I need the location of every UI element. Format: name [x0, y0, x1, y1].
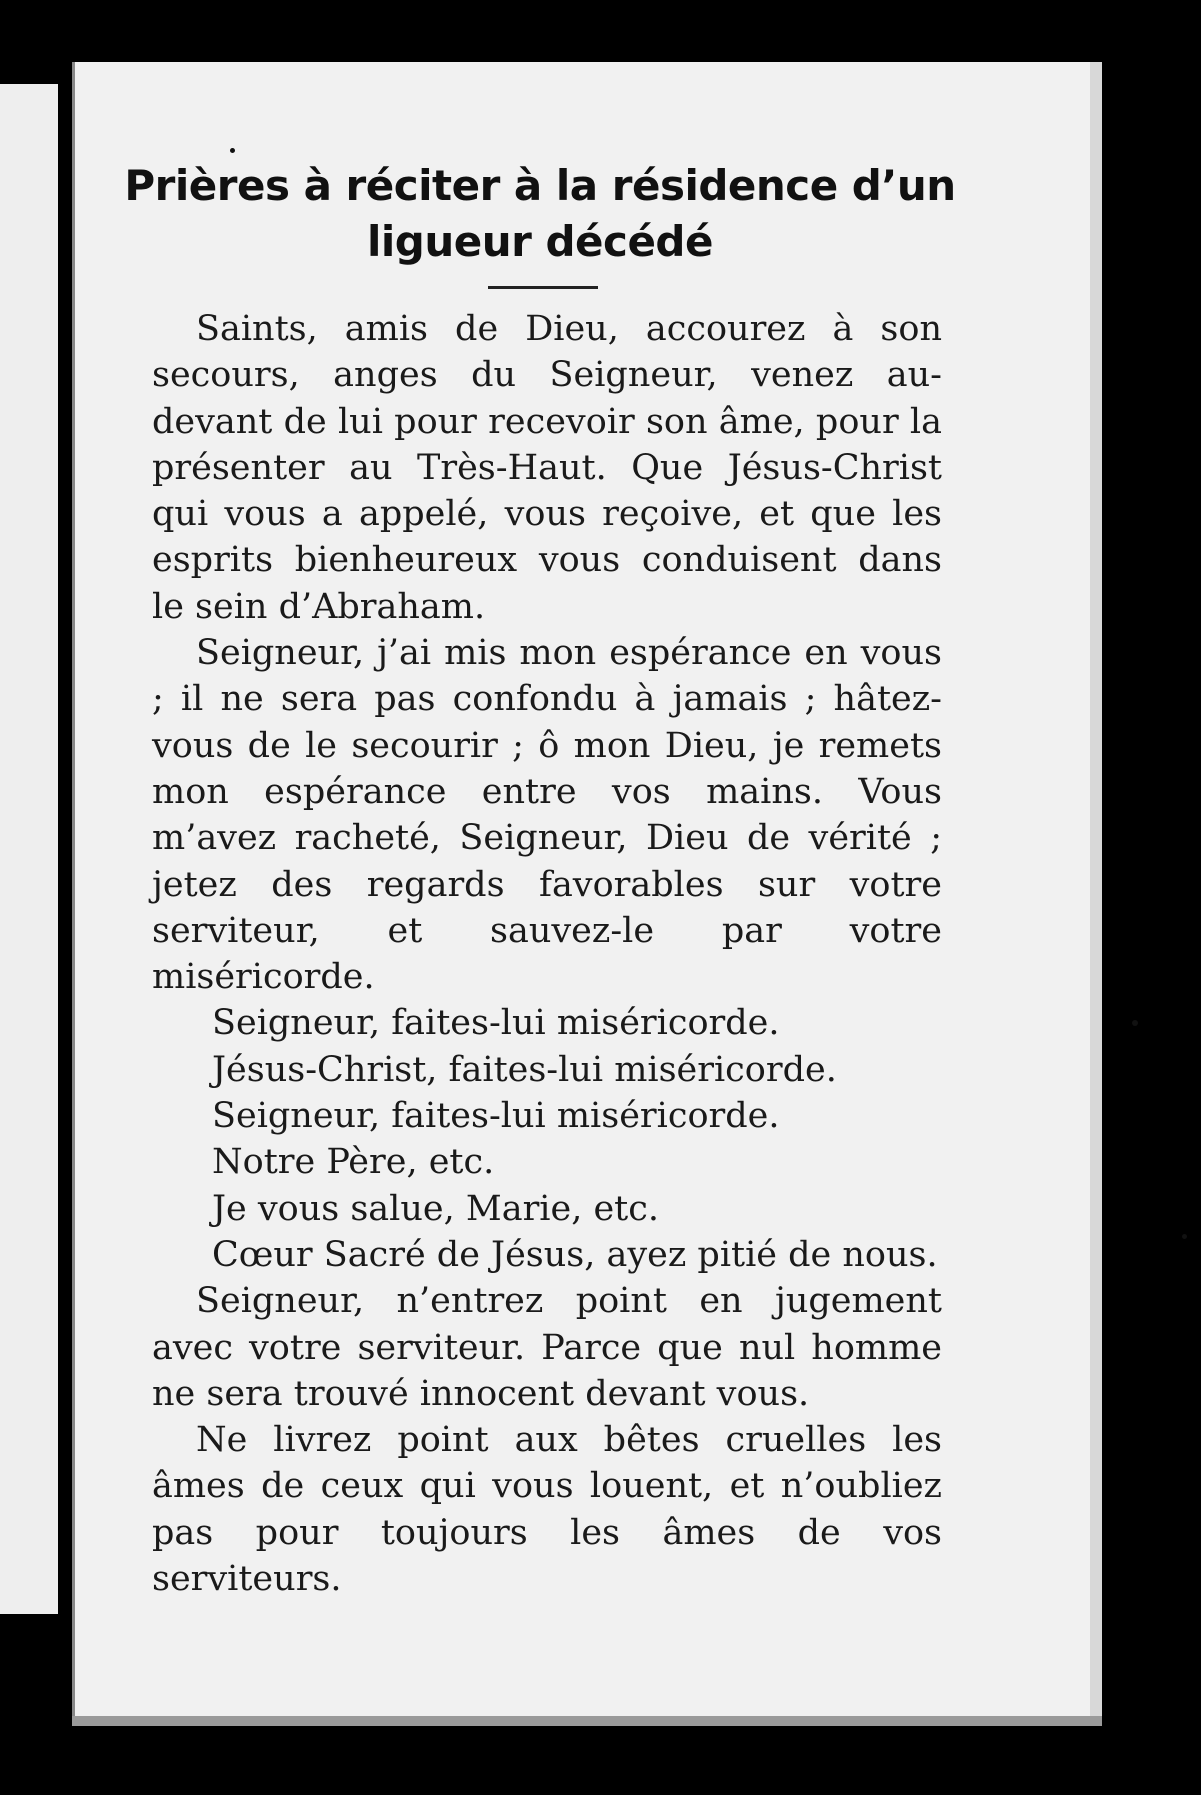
scan-speck [1132, 1020, 1138, 1026]
scan-speck [230, 148, 235, 153]
page-bottom-edge [72, 1716, 1102, 1726]
paragraph-3: Seigneur, n’entrez point en jugement avec votre serviteur. Parce que nul homme ne sera trouvé innocent devant vous. [152, 1281, 942, 1414]
invocation-5: Je vous salue, Marie, etc. [212, 1188, 659, 1229]
scan-speck [1182, 1234, 1187, 1239]
page-spine [72, 62, 75, 1722]
page-title: Prières à réciter à la résidence d’un ligueur décédé [124, 161, 956, 266]
invocation-2: Jésus-Christ, faites-lui miséricorde. [212, 1049, 837, 1090]
invocation-4: Notre Père, etc. [212, 1142, 495, 1183]
invocation-3: Seigneur, faites-lui miséricorde. [212, 1096, 780, 1137]
paragraph-2: Seigneur, j’ai mis mon espérance en vous ; il ne sera pas confondu à jamais ; hâtez-vous de le secourir ; ô mon Dieu, je remets mon espérance entre vos mains. Vous m’avez racheté, Seigneur, Dieu de vérité ; jetez des regards favorables sur votre serviteur, et sauvez-le par votre miséricorde. [152, 633, 942, 998]
title-divider [488, 286, 598, 289]
adjacent-page-edge [0, 84, 58, 1614]
paragraph-4: Ne livrez point aux bêtes cruelles les âmes de ceux qui vous louent, et n’oubliez pas pour toujours les âmes de vos serviteurs. [152, 1420, 942, 1600]
invocation-6: Cœur Sacré de Jésus, ayez pitié de nous. [212, 1234, 938, 1275]
paragraph-1: Saints, amis de Dieu, accourez à son secours, anges du Seigneur, venez au-devant de lui pour recevoir son âme, pour la présenter au Très-Haut. Que Jésus-Christ qui vous a appelé, vous reçoive, et que les esprits bienheureux vous conduisent dans le sein d’Abraham. [152, 309, 942, 627]
invocation-1: Seigneur, faites-lui miséricorde. [212, 1003, 780, 1044]
prayer-text [152, 306, 942, 1602]
